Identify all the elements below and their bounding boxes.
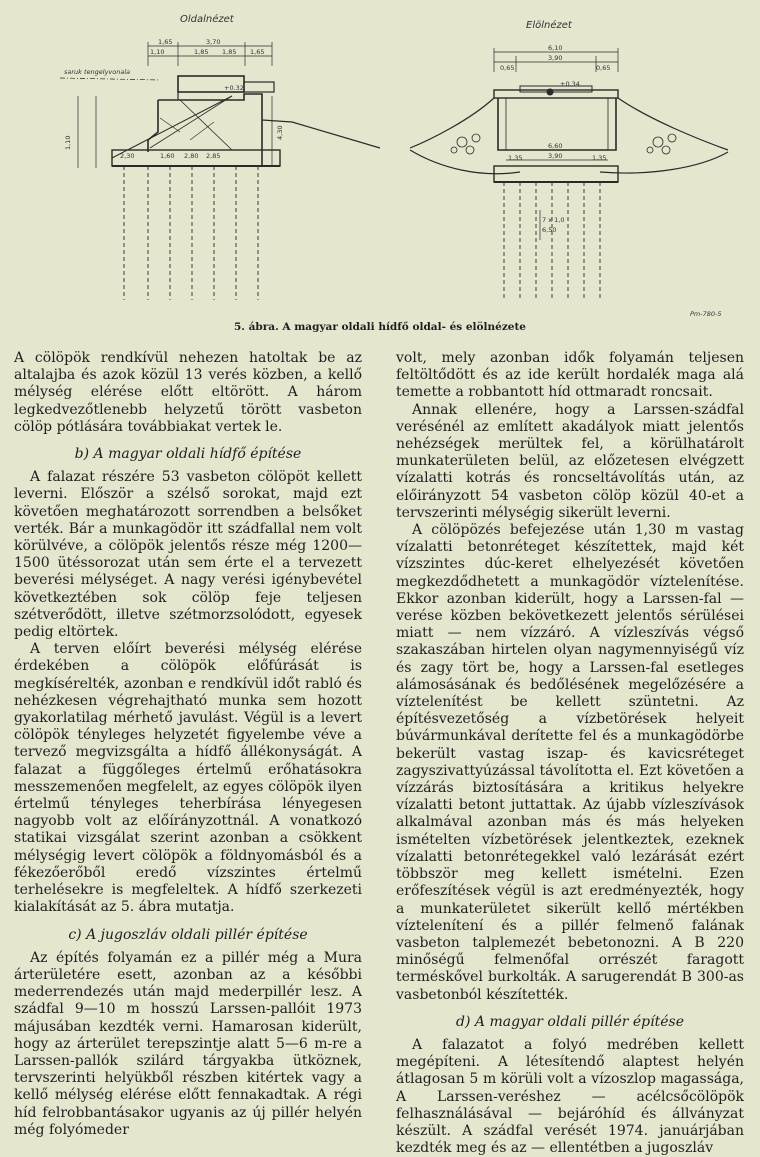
front-dim-r: 0,65 bbox=[596, 64, 611, 72]
front-pile-label1: 7 x 1,0 bbox=[542, 216, 565, 224]
front-dim-top1: 6,10 bbox=[548, 44, 563, 52]
section-heading: b) A magyar oldali hídfő építése bbox=[74, 446, 302, 463]
paragraph: A falazat részére 53 vasbeton cölöpöt kellett leverni. Először a szélső sorokat, majd ezt követően meghatározott sorrendben a belsőket verték. Bár a munkagödör itt szádfallal nem volt körülvéve, a cölöpök jelentős része még 1200—1500 ütéssorozat után sem érte el a tervezett beverési mélységet. A nagy verési igénybevétel következtében sok cölöp feje teljesen szétverődött, illetve szétmorzsolódott, egyesek pedig eltörtek. bbox=[14, 469, 362, 641]
bridge-abutment-figure bbox=[0, 0, 760, 336]
figure-stamp: Pm-780-5 bbox=[690, 310, 722, 318]
side-level-top: +0.32 bbox=[224, 84, 244, 92]
section-heading: d) A magyar oldali pillér építése bbox=[456, 1013, 684, 1030]
front-dim-b2: 1,35 bbox=[592, 154, 607, 162]
side-dim-top-b: 3,70 bbox=[206, 38, 221, 46]
side-height-label: 4,30 bbox=[276, 125, 284, 140]
paragraph: volt, mely azonban idők folyamán teljesen feltöltődött és az ide került hordalék maga alá temette a robbantott híd ottmaradt roncsait. bbox=[396, 350, 744, 401]
side-dim-a1: 1,10 bbox=[150, 48, 165, 56]
left-column bbox=[14, 350, 362, 1138]
axis-label: saruk tengelyvonala bbox=[64, 68, 131, 76]
section-heading: c) A jugoszláv oldali pillér építése bbox=[68, 926, 308, 943]
side-dim-inner3: 2,85 bbox=[206, 152, 221, 160]
figure-caption: 5. ábra. A magyar oldali hídfő oldal- és elölnézete bbox=[233, 321, 526, 333]
side-view-drawing bbox=[60, 42, 380, 300]
side-dim-left2: 2,30 bbox=[120, 152, 135, 160]
side-view-title: Oldalnézet bbox=[180, 14, 234, 25]
right-column bbox=[396, 350, 744, 1157]
paragraph: A cölöpök rendkívül nehezen hatoltak be az altalajba és azok közül 13 verés közben, a kellő mélység elérése előtt eltörött. A három legkedvezőtlenebb helyzetű törött vasbeton cölöp pótlására továbbiakat vertek le. bbox=[14, 350, 362, 435]
side-dim-a3: 1,85 bbox=[222, 48, 237, 56]
paragraph: A falazatot a folyó medrében kellett megépíteni. A létesítendő alaptest helyén átlagosan 5 m körüli volt a vízoszlop magassága, A Larssen-veréshez — acélcsőcölöpök felhasználásával — bejáróhíd és állványzat készült. A szádfal verését 1974. januárjában kezdték meg és az — ellentétben a jugoszláv bbox=[396, 1036, 744, 1157]
side-dim-a2: 1,85 bbox=[194, 48, 209, 56]
front-pile-label2: 6,50 bbox=[542, 226, 557, 234]
front-dim-mid1: 6,60 bbox=[548, 142, 563, 150]
front-dim-top2: 3,90 bbox=[548, 54, 563, 62]
side-dim-a4: 1,65 bbox=[250, 48, 265, 56]
front-view-title: Elölnézet bbox=[526, 20, 572, 31]
front-dim-mid2: 3,90 bbox=[548, 152, 563, 160]
side-dim-inner1: 1,60 bbox=[160, 152, 175, 160]
front-dim-l: 0,65 bbox=[500, 64, 515, 72]
front-level-top: +0.34 bbox=[560, 80, 580, 88]
side-dim-left: 1,10 bbox=[64, 135, 72, 150]
paragraph: Az építés folyamán ez a pillér még a Mura árterületére esett, azonban az a későbbi mederrendezés után majd mederpillér lesz. A szádfal 9—10 m hosszú Larssen-pallóit 1973 májusában kezdték verni. Hamarosan kiderült, hogy az árterület terepszintje alatt 5—6 m-re a Larssen-pallók szilárd tárgyakba ütköznek, tervszerinti helyükből részben kitértek vagy a kellő mélység elérése előtt fennakadtak. A régi híd felrobbantásakor ugyanis az új pillér helyén még folyómeder bbox=[14, 949, 362, 1138]
paragraph: Annak ellenére, hogy a Larssen-szádfal verésénél az említett akadályok miatt jelentős nehézségek merültek fel, a körülhatárolt munkaterületen belül, az előzetesen elvégzett vízalatti kotrás és roncseltávolítás után, az előirányzott 54 vasbeton cölöp közül 40-et a tervszerinti mélységig sikerült leverni. bbox=[396, 401, 744, 521]
front-dim-b1: 1,35 bbox=[508, 154, 523, 162]
paragraph: A terven előírt beverési mélység elérése érdekében a cölöpök előfúrását is megkísérelték, azonban e rendkívül időt rabló és nehézkesen végrehajtható munka sem hozott gyakorlatilag mérhető javulást. Végül is a levert cölöpök tényleges helyzetét figyelembe véve a tervező megvizsgálta a hídfő állékonyságát. A falazat a függőleges értelmű erőhatásokra messzemenően megfelelt, az egyes cölöpök ilyen értelmű tényleges teherbírása lényegesen nagyobb volt az előírányzottnál. A vonatkozó statikai vizsgálat szerint azonban a csökkent mélységig levert cölöpök a földnyomásból és a fékezőerőből eredő vízszintes értelmű terhelésekre is megfeleltek. A hídfő szerkezeti kialakítását az 5. ábra mutatja. bbox=[14, 641, 362, 916]
side-dim-top-a: 1,65 bbox=[158, 38, 173, 46]
paragraph: A cölöpözés befejezése után 1,30 m vastag vízalatti betonréteget készítettek, majd két vízszintes dúc-keret elhelyezését követően megkezdődhetett a munkagödör víztelenítése. Ekkor azonban kiderült, hogy a Larssen-fal — verése közben bekövetkezett jelentős sérülései miatt — nem vízzáró. A vízleszívás végső szakaszában hirtelen olyan nagymennyiségű víz és zagy tört be, hogy a Larssen-fal esetleges alámosásának és bedőlésének megelőzésére a víztelenítést be kellett szüntetni. Az építésvezetőség a vízbetörések helyeit búvármunkával derítette fel és a munkagödörbe bekerült vastag iszap- és kavicsréteget zagyszivattyúzással távolította el. Ezt követően a vízzárás biztosítására a kritikus helyekre vízalatti betont juttattak. Az újabb vízleszívások alkalmával azonban más és más helyeken ismételten vízbetörések jelentkeztek, ezeknek vízalatti betonrétegekkel való lezárását ezért többször meg kellett ismételni. Ezen erőfeszítések végül is azt eredményezték, hogy a munkaterületet sikerült kellő mértékben víztelenítení és a pillér felmenő falának vasbeton talplemezét bebetonozni. A B 220 minőségű felmenőfal orrészét faragott terméskővel burkolták. A sarugerendát B 300-as vasbetonból készítették. bbox=[396, 522, 744, 1003]
side-dim-inner2: 2,80 bbox=[184, 152, 199, 160]
